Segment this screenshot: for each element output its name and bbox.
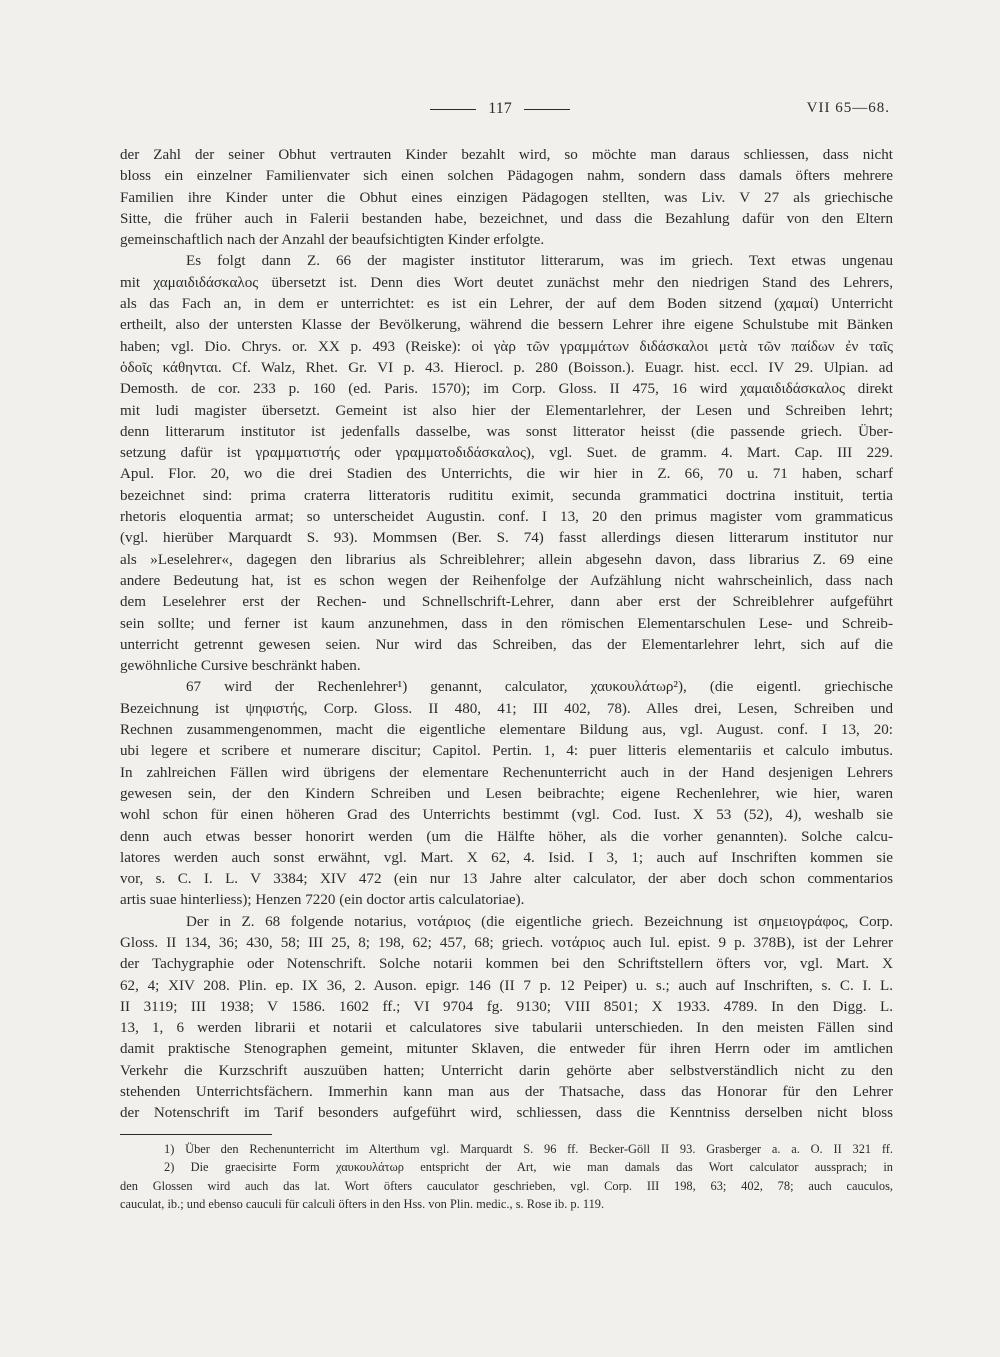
text-line: (vgl. hierüber Marquardt S. 93). Mommsen (Ber. S. 74) fasst allerdings diesen litterarum institutor nur [120, 530, 893, 547]
text-line: Demosth. de cor. 233 p. 160 (ed. Paris. 1570); im Corp. Gloss. II 475, 16 wird χαμαιδιδάσκαλος direkt [120, 381, 893, 398]
text-line: als »Leselehrer«, dagegen den librarius als Schreiblehrer; allein abgesehn davon, dass librarius Z. 69 eine [120, 551, 893, 568]
text-line: stehenden Unterrichtsfächern. Immerhin kann man aus der Thatsache, dass das Honorar für den Lehrer [120, 1084, 893, 1101]
text-line: mit χαμαιδιδάσκαλος übersetzt ist. Denn dies Wort deutet zunächst mehr den niedrigen Stand des Lehrers, [120, 274, 893, 291]
text-line: damit praktische Stenographen gemeint, mitunter Sklaven, die entweder für ihren Herrn oder im amtlichen [120, 1041, 893, 1058]
text-line: 67 wird der Rechenlehrer¹) genannt, calculator, χαυκουλάτωρ²), (die eigentl. griechische [186, 679, 893, 696]
text-line: sein sollte; und ferner ist kaum anzunehmen, dass in den römischen Elementarschulen Lese- und Schreib- [120, 615, 893, 632]
text-line: Rechnen zusammengenommen, macht die eigentliche elementare Bildung aus, vgl. August. conf. I 13, 20: [120, 722, 893, 739]
text-line: In zahlreichen Fällen wird übrigens der elementare Rechenunterricht auch in der Hand desjenigen Lehrers [120, 764, 893, 781]
text-line: setzung dafür ist γραμματιστής oder γραμματοδιδάσκαλος), vgl. Suet. de gramm. 4. Mart. Cap. III 229. [120, 445, 893, 462]
text-line: latores werden auch sonst erwähnt, vgl. Mart. X 62, 4. Isid. I 3, 1; auch auf Inschriften kommen sie [120, 849, 893, 866]
main-text [120, 145, 893, 1125]
text-line: rhetoris eloquentia armat; so unterscheidet Augustin. conf. I 13, 20 den primus magister vom grammaticus [120, 509, 893, 526]
text-line: vor, s. C. I. L. V 3384; XIV 472 (ein nur 13 Jahre alter calculator, der aber doch schon commentarios [120, 871, 893, 888]
text-line: denn litterarum institutor ist jedenfalls dasselbe, was sonst litterator heisst (die passende griech. Über- [120, 423, 893, 440]
text-line: ertheilt, also der untersten Klasse der Bevölkerung, während die bessern Lehrer ihre eigene Schulstube mit Bänken [120, 317, 893, 334]
text-line: Gloss. II 134, 36; 430, 58; III 25, 8; 198, 62; 457, 68; griech. νοτάριος auch Iul. epist. 9 p. 378B), ist der Lehrer [120, 934, 893, 951]
text-line: haben; vgl. Dio. Chrys. or. XX p. 493 (Reiske): οἱ γὰρ τῶν γραμμάτων διδάσκαλοι μετὰ τῶν παίδων ἐν ταῖς [120, 338, 893, 355]
footnote-line: 2) Die graecisirte Form χαυκουλάτωρ entspricht der Art, wie man damals das Wort calculator aussprach; in [164, 1160, 893, 1175]
text-line: als das Fach an, in dem er unterrichtet: es ist ein Lehrer, der auf dem Boden sitzend (χαμαί) Unterricht [120, 296, 893, 313]
text-line: Apul. Flor. 20, wo die drei Stadien des Unterrichts, die wir hier in Z. 66, 70 u. 71 haben, scharf [120, 466, 893, 483]
running-header [120, 100, 890, 122]
text-line: ubi legere et scribere et numerare discitur; Capitol. Pertin. 1, 4: puer litteris elementariis et calculo imbutus. [120, 743, 893, 760]
text-line: ὁδοῖς κάθηνται. Cf. Walz, Rhet. Gr. VI p. 43. Hierocl. p. 280 (Boisson.). Euagr. hist. eccl. IV 29. Ulpian. ad [120, 359, 893, 376]
text-line: 62, 4; XIV 208. Plin. ep. IX 36, 2. Auson. epigr. 146 (II 7 p. 12 Peiper) u. s.; auch auf Inschriften, s. C. I. L. [120, 977, 893, 994]
text-line: dem Leselehrer erst der Rechen- und Schnellschrift-Lehrer, dann aber erst der Schreiblehrer aufgeführt [120, 594, 893, 611]
text-line: artis suae hinterliess); Henzen 7220 (ein doctor artis calculatoriae). [120, 892, 525, 909]
text-line: denn auch etwas besser honorirt werden (um die Hälfte höher, als die vorher genannten). Solche calcu- [120, 828, 893, 845]
text-line: II 3119; III 1938; V 1586. 1602 ff.; VI 9704 fg. 9130; VIII 8501; X 1933. 4789. In den Digg. L. [120, 998, 893, 1015]
page-number: 117 [488, 100, 512, 117]
footnote-line: den Glossen wird auch das lat. Wort öfters cauculator geschrieben, vgl. Corp. III 198, 63; 402, 78; auch cauculos, [120, 1178, 893, 1193]
text-line: Bezeichnung ist ψηφιστής, Corp. Gloss. II 480, 41; III 402, 78). Alles drei, Lesen, Schreiben und [120, 700, 893, 717]
text-line: bezeichnet sind: prima craterra litteratoris rudititu eximit, secunda grammatici doctrina instituit, tertia [120, 487, 893, 504]
text-line: Familien ihre Kinder unter die Obhut eines einzigen Pädagogen stellten, was Liv. V 27 als griechische [120, 189, 893, 206]
text-line: gewöhnliche Cursive beschränkt haben. [120, 658, 361, 675]
header-rule-left [430, 109, 476, 110]
header-rule-right [524, 109, 570, 110]
text-line: Es folgt dann Z. 66 der magister institutor litterarum, was im griech. Text etwas ungenau [186, 253, 893, 270]
footnotes [120, 1140, 893, 1213]
text-line: der Tachygraphie oder Notenschrift. Solche notarii kommen bei den Schriftstellern öfters vor, vgl. Mart. X [120, 956, 893, 973]
text-line: bloss ein einzelner Familienvater sich einen solchen Pädagogen nahm, sondern dass damals öfters mehrere [120, 168, 893, 185]
section-reference: VII 65—68. [806, 100, 890, 116]
footnote-line: cauculat, ib.; und ebenso cauculi für calculi öfters in den Hss. von Plin. medic., s. Rose ib. p. 119. [120, 1196, 605, 1211]
text-line: Der in Z. 68 folgende notarius, νοτάριος (die eigentliche griech. Bezeichnung ist σημειογράφος, Corp. [186, 913, 893, 930]
footnote-rule [120, 1134, 272, 1135]
text-line: andere Bedeutung hat, ist es schon wegen der Reihenfolge der Aufzählung nicht wahrscheinlich, dass nach [120, 572, 893, 589]
text-line: der Notenschrift im Tarif besonders aufgeführt wird, schliessen, dass die Kenntniss derselben nicht bloss [120, 1105, 893, 1122]
text-line: 13, 1, 6 werden librarii et notarii et calculatores sive tabularii unterschieden. In den meisten Fällen sind [120, 1020, 893, 1037]
text-line: Sitte, die früher auch in Falerii bestanden habe, bezeichnet, und dass die Bezahlung dafür von den Eltern [120, 210, 893, 227]
text-line: unterricht getrennt gewesen seien. Nur wird das Schreiben, das der Elementarlehrer lehrt, sich auf die [120, 636, 893, 653]
text-line: gewesen sein, der den Kindern Schreiben und Lesen beibrachte; eigene Rechenlehrer, wie hier, waren [120, 785, 893, 802]
text-line: der Zahl der seiner Obhut vertrauten Kinder bezahlt wird, so möchte man daraus schliessen, dass nicht [120, 147, 893, 163]
text-line: Verkehr die Kurzschrift auszuüben hatten; Unterricht darin gehörte aber selbstverständlich nicht zu den [120, 1062, 893, 1079]
text-line: gemeinschaftlich nach der Anzahl der beaufsichtigten Kinder erfolgte. [120, 232, 545, 249]
footnote-line: 1) Über den Rechenunterricht im Alterthum vgl. Marquardt S. 96 ff. Becker-Göll II 93. Grasberger a. a. O. II 321 ff. [164, 1142, 893, 1156]
text-line: mit ludi magister übersetzt. Gemeint ist also hier der Elementarlehrer, der Lesen und Schreiben lehrt; [120, 402, 893, 419]
text-line: wohl schon für einen höheren Grad des Unterrichts bestimmt (vgl. Cod. Iust. X 53 (52), 4), weshalb sie [120, 807, 893, 824]
